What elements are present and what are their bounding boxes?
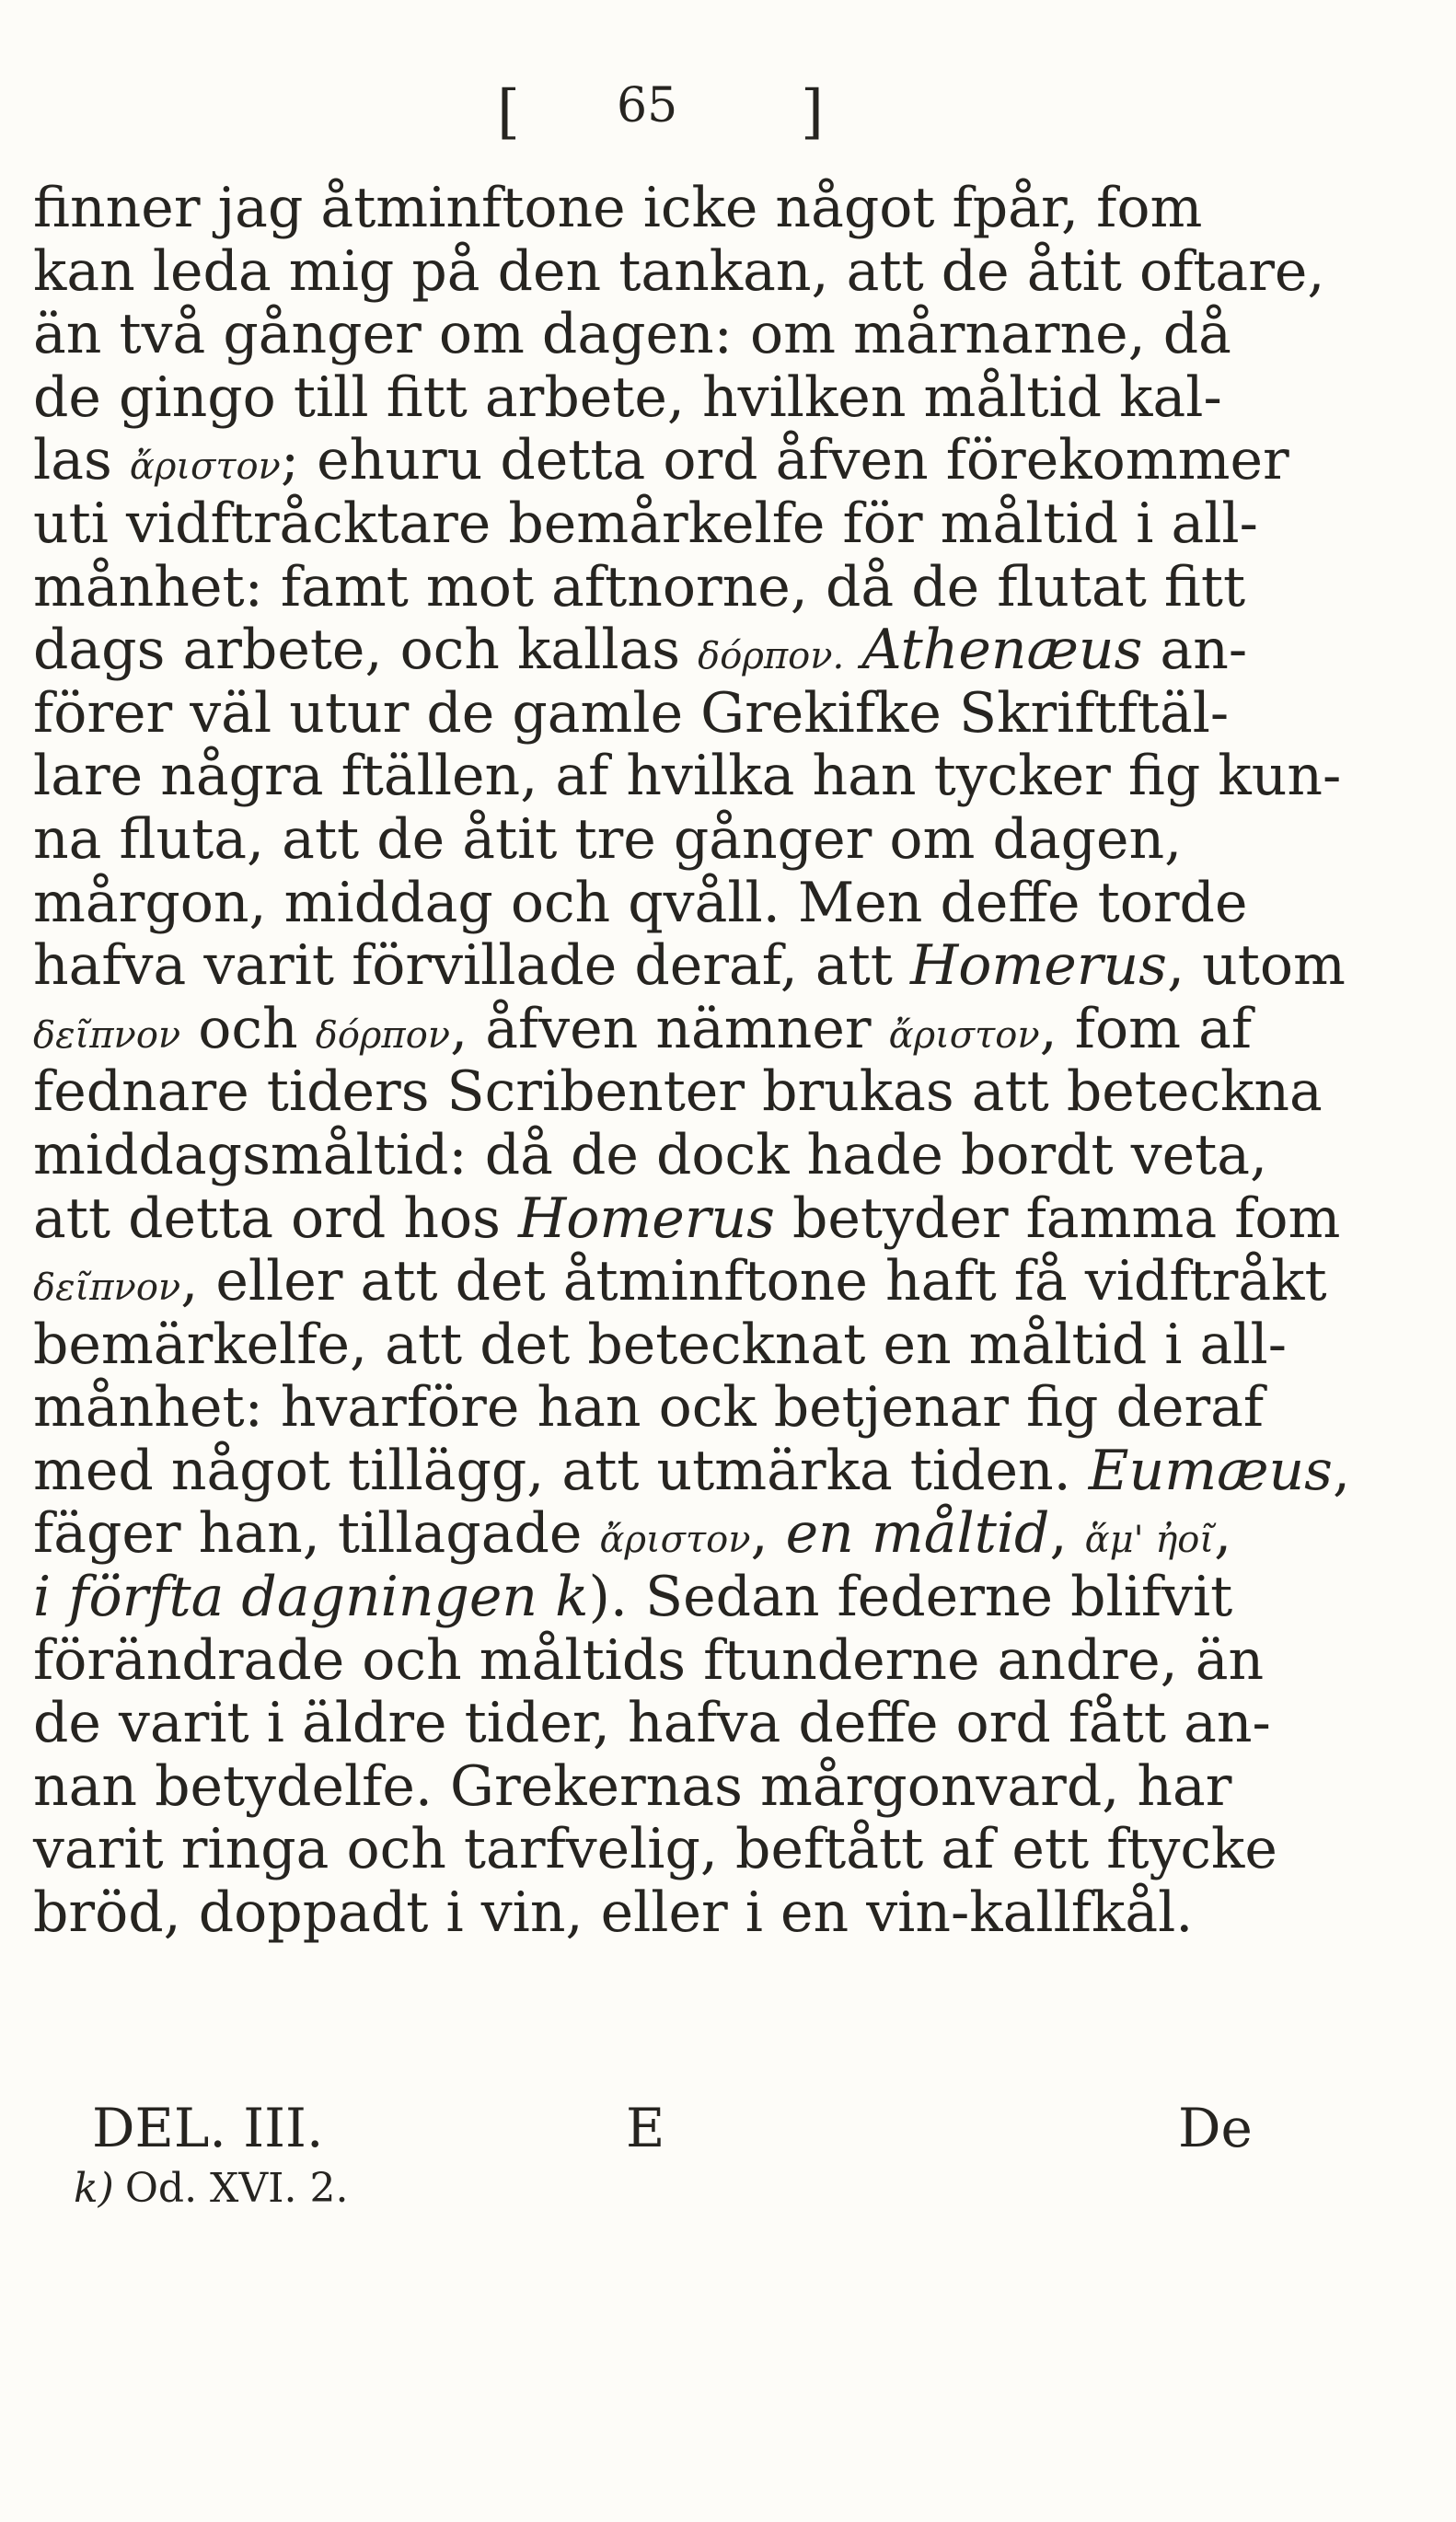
- text-segment: månhet: hvarföre han ock betjenar fig deraf: [33, 1375, 1265, 1440]
- italic-text: Homerus: [909, 933, 1167, 999]
- text-line: [33, 619, 1414, 682]
- text-segment: nan betydelfe. Grekernas mårgonvard, har: [33, 1753, 1232, 1819]
- text-line: [33, 1629, 1414, 1693]
- greek-word: ἄριστον: [129, 445, 281, 489]
- text-line: [33, 1755, 1414, 1819]
- signature-line: [92, 2097, 1252, 2163]
- text-segment: , eller att det åtminftone haft få vidftråkt: [180, 1249, 1327, 1314]
- italic-text: Athenæus: [861, 618, 1143, 683]
- text-line: [33, 177, 1414, 240]
- text-segment: de varit i äldre tider, hafva deffe ord fått an-: [33, 1691, 1271, 1756]
- text-line: [33, 429, 1414, 492]
- text-segment: betyder famma fom: [774, 1186, 1341, 1251]
- text-line: [33, 1187, 1414, 1251]
- text-line: [33, 240, 1414, 304]
- text-line: [33, 1376, 1414, 1440]
- text-segment: fäger han, tillagade: [33, 1501, 600, 1567]
- text-line: [33, 1313, 1414, 1377]
- text-line: [33, 1124, 1414, 1187]
- signature-volume: DEL. III.: [92, 2097, 324, 2159]
- text-segment: lare några ftällen, af hvilka han tycker fig kun-: [33, 744, 1342, 809]
- greek-word: δεῖπνον: [33, 1013, 181, 1057]
- text-line: [33, 682, 1414, 746]
- text-line: [33, 1250, 1414, 1313]
- text-segment: än två gånger om dagen: om mårnarne, då: [33, 302, 1231, 367]
- page-header: [0, 78, 1456, 152]
- text-segment: middagsmåltid: då de dock hade bordt veta,: [33, 1122, 1268, 1187]
- text-line: [33, 934, 1414, 998]
- text-segment: [844, 618, 861, 682]
- body-text: [33, 177, 1414, 1945]
- text-segment: med något tillägg, att utmärka tiden.: [33, 1438, 1089, 1503]
- text-segment: an-: [1142, 618, 1248, 683]
- greek-word: ἄριστον: [888, 1013, 1040, 1057]
- greek-word: ἅμ' ἠοῖ: [1084, 1519, 1215, 1562]
- text-line: [33, 1502, 1414, 1566]
- text-line: [33, 808, 1414, 872]
- text-segment: att detta ord hos: [33, 1186, 518, 1251]
- text-line: [33, 1881, 1414, 1945]
- text-line: [33, 492, 1414, 556]
- text-segment: varit ringa och tarfvelig, beftått af ett ftycke: [33, 1817, 1277, 1882]
- header-bracket-left: [: [497, 78, 520, 146]
- text-segment: ,: [1332, 1438, 1351, 1503]
- text-segment: hafva varit förvillade deraf, att: [33, 933, 910, 999]
- text-segment: månhet: famt mot aftnorne, då de flutat fitt: [33, 554, 1246, 619]
- text-segment: , utom: [1166, 933, 1346, 999]
- signature-mark: E: [626, 2097, 665, 2159]
- text-line: [33, 745, 1414, 808]
- text-line: [33, 366, 1414, 430]
- text-segment: och: [180, 996, 316, 1061]
- italic-text: en måltid: [785, 1501, 1050, 1567]
- text-segment: ; ehuru detta ord åfven förekommer: [280, 428, 1289, 493]
- text-segment: , fom af: [1039, 996, 1253, 1061]
- text-line: [33, 1692, 1414, 1755]
- text-segment: kan leda mig på den tankan, att de åtit oftare,: [33, 238, 1325, 304]
- text-segment: ). Sedan federne blifvit: [588, 1565, 1233, 1630]
- text-segment: mårgon, middag och qvåll. Men deffe torde: [33, 870, 1248, 935]
- greek-word: δόρπον.: [698, 635, 845, 678]
- page-number: 65: [617, 78, 678, 133]
- text-segment: las: [33, 428, 130, 493]
- text-segment: ,: [1214, 1501, 1232, 1567]
- text-segment: förändrade och måltids ftunderne andre, än: [33, 1627, 1265, 1693]
- header-bracket-right: ]: [801, 78, 824, 146]
- text-segment: bemärkelfe, att det betecknat en måltid i all-: [33, 1312, 1287, 1377]
- text-segment: bröd, doppadt i vin, eller i en vin-kallfkål.: [33, 1880, 1194, 1946]
- footnote-mark: k): [74, 2165, 114, 2212]
- text-segment: de gingo till fitt arbete, hvilken måltid kal-: [33, 364, 1222, 430]
- text-line: [33, 556, 1414, 619]
- italic-text: Eumæus: [1088, 1438, 1333, 1503]
- greek-word: ἄριστον: [599, 1519, 751, 1562]
- greek-word: δεῖπνον: [33, 1267, 181, 1310]
- text-segment: fednare tiders Scribenter brukas att beteckna: [33, 1059, 1323, 1125]
- text-segment: ,: [1049, 1501, 1085, 1567]
- text-line: [33, 872, 1414, 935]
- text-segment: dags arbete, och kallas: [33, 618, 699, 683]
- italic-text: i förfta dagningen k: [33, 1565, 589, 1630]
- italic-text: Homerus: [517, 1186, 775, 1251]
- text-line: [33, 1818, 1414, 1881]
- greek-word: δόρπον: [315, 1013, 451, 1057]
- text-line: [33, 1440, 1414, 1503]
- catchword: De: [1178, 2097, 1253, 2159]
- text-segment: förer väl utur de gamle Grekifke Skriftftäl-: [33, 680, 1230, 746]
- text-line: [33, 1566, 1414, 1629]
- footnote-text: Od. XVI. 2.: [124, 2165, 349, 2212]
- footnote: [74, 2165, 348, 2212]
- text-segment: uti vidftråcktare bemårkelfe för måltid i all-: [33, 491, 1258, 556]
- text-segment: , åfven nämner: [450, 996, 889, 1061]
- text-line: [33, 1060, 1414, 1124]
- text-segment: ,: [750, 1501, 786, 1567]
- text-segment: finner jag åtminftone icke något fpår, fom: [33, 176, 1203, 240]
- text-line: [33, 303, 1414, 366]
- text-line: [33, 998, 1414, 1061]
- text-segment: na fluta, att de åtit tre gånger om dagen,: [33, 806, 1183, 872]
